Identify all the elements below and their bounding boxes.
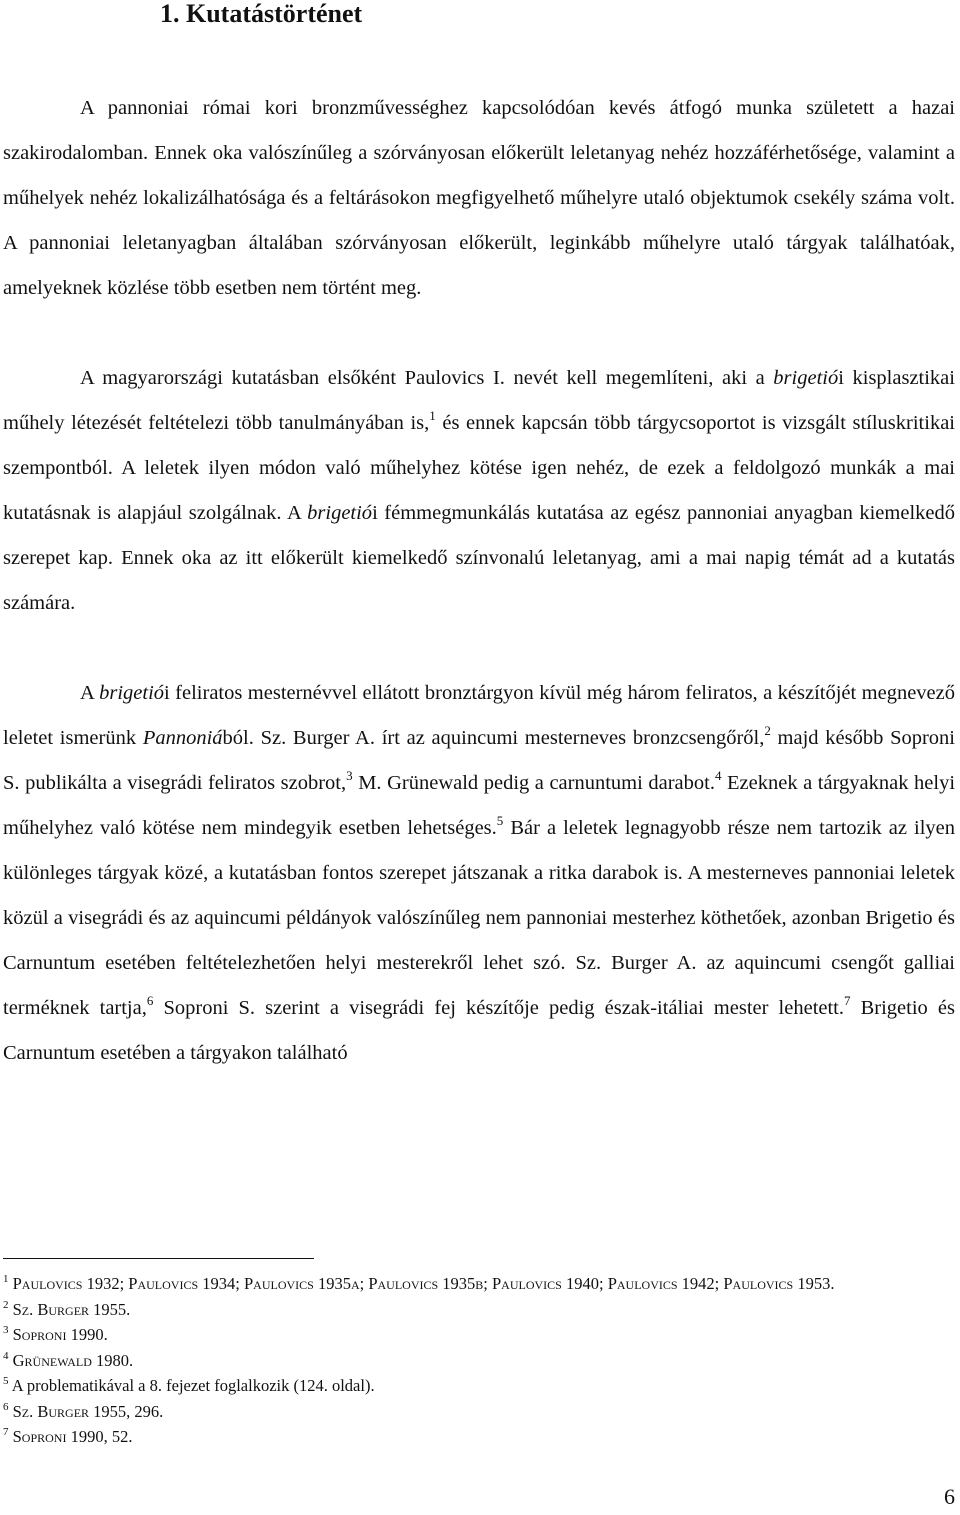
footnote-3	[3, 1322, 958, 1348]
chapter-heading: 1. Kutatástörténet	[160, 0, 363, 28]
footnote-number: 3	[3, 1324, 9, 1336]
paragraph-2-text-c: és ennek kapcsán több tárgycsoportot is vizsgált stíluskritikai szempontból. A leletek ilyen módon való műhelyhez kötése igen nehéz, de ezek a feldolgozó munkák a mai kutatásnak is alapjául szolgálnak. A	[3, 412, 955, 524]
footnote-2	[3, 1297, 958, 1323]
footnote-number: 1	[3, 1273, 9, 1285]
footnote-text: Soproni 1990.	[8, 1325, 108, 1344]
brigetio-italic: brigetió	[307, 502, 373, 524]
paragraph-3-text-i: Brigetio és Carnuntum esetében a tárgyakon található	[3, 997, 955, 1064]
footnote-number: 6	[3, 1400, 9, 1413]
footnote-separator	[3, 1258, 314, 1259]
footnote-text: Sz. Burger 1955, 296.	[8, 1401, 164, 1421]
footnote-1	[3, 1271, 958, 1297]
paragraph-3-text-g: Bár a leletek legnagyobb része nem tartozik az ilyen különleges tárgyak közé, a kutatásban fontos szerepet játszanak a ritka darabok is. A mesterneves pannoniai leletek közül a visegrádi és az aquincumi példányok valószínűleg nem pannoniai mesterhez köthetőek, azonban Brigetio és Carnuntum esetében feltételezhetően helyi mesterekről lehet szó. Sz. Burger A. az aquincumi csengőt galliai terméknek tartja,	[3, 817, 956, 1019]
footnote-number: 7	[3, 1426, 9, 1438]
footnote-text: Grünewald 1980.	[8, 1350, 134, 1370]
footnote-text: Paulovics 1932; Paulovics 1934; Paulovics 1935a; Paulovics 1935b; Paulovics 1940; Paulovics 1942; Paulovics 1953.	[8, 1274, 835, 1293]
brigetio-italic: brigetió	[99, 682, 165, 704]
footnote-ref-5[interactable]: 5	[496, 813, 504, 828]
footnote-ref-2[interactable]: 2	[764, 723, 771, 738]
page-number: 6	[944, 1484, 955, 1509]
footnote-text: Soproni 1990, 52.	[8, 1427, 133, 1446]
footnote-ref-1[interactable]: 1	[429, 408, 436, 423]
footnotes	[3, 1271, 958, 1450]
footnote-4	[3, 1348, 958, 1374]
paragraph-3-text-b: i feliratos mesternévvel ellátott bronztárgyon kívül még három feliratos, a készítőjét megnevező leletet ismerünk	[3, 682, 955, 749]
pannonia-italic: Pannoniá	[142, 727, 223, 749]
footnote-ref-6[interactable]: 6	[146, 993, 154, 1008]
footnote-7	[3, 1424, 958, 1450]
paragraph-1	[3, 86, 955, 311]
footnote-ref-3[interactable]: 3	[346, 768, 353, 783]
brigetio-italic: brigetió	[773, 367, 839, 389]
paragraph-2-text-a: A magyarországi kutatásban elsőként Paulovics I. nevét kell megemlíteni, aki a	[80, 367, 774, 389]
footnote-number: 2	[3, 1298, 9, 1311]
footnote-6	[3, 1399, 958, 1425]
footnote-number: 4	[3, 1349, 9, 1362]
paragraph-2-text-b: i kisplasztikai műhely létezését feltételezi több tanulmányában is,	[3, 367, 955, 434]
paragraph-2-text-d: i fémmegmunkálás kutatása az egész pannoniai anyagban kiemelkedő szerepet kap. Ennek oka az itt előkerült kiemelkedő színvonalú leletanyag, ami a mai napig témát ad a kutatás számára.	[3, 502, 955, 614]
footnote-number: 5	[3, 1375, 9, 1387]
footnote-5	[3, 1373, 958, 1399]
paragraph-3	[3, 671, 955, 1076]
footnote-text: Sz. Burger 1955.	[8, 1299, 131, 1319]
paragraph-2	[3, 356, 955, 626]
footnote-ref-7[interactable]: 7	[844, 993, 851, 1008]
paragraph-3-text-c: ból. Sz. Burger A. írt az aquincumi mesterneves bronzcsengőről,	[222, 727, 765, 749]
paragraph-3-text-f: Ezeknek a tárgyaknak helyi műhelyhez való kötése nem mindegyik esetben lehetséges.	[3, 772, 956, 839]
paragraph-3-text-d: majd később Soproni S. publikálta a visegrádi feliratos szobrot,	[3, 727, 955, 794]
paragraph-3-text-a: A	[80, 682, 100, 704]
paragraph-3-text-h: Soproni S. szerint a visegrádi fej készítője pedig észak-itáliai mester lehetett.	[153, 997, 844, 1019]
paragraph-3-text-e: M. Grünewald pedig a carnuntumi darabot.	[352, 772, 715, 794]
footnote-ref-4[interactable]: 4	[714, 768, 722, 783]
paragraph-1-text: A pannoniai római kori bronzművességhez kapcsolódóan kevés átfogó munka született a hazai szakirodalomban. Ennek oka valószínűleg a szórványosan előkerült leletanyag nehéz hozzáférhetősége, valamint a műhelyek nehéz lokalizálhatósága és a feltárásokon megfigyelhető műhelyre utaló objektumok csekély száma volt. A pannoniai leletanyagban általában szórványosan előkerült, leginkább műhelyre utaló tárgyak találhatóak, amelyeknek közlése több esetben nem történt meg.	[3, 97, 955, 299]
footnote-text: A problematikával a 8. fejezet foglalkozik (124. oldal).	[8, 1376, 375, 1395]
